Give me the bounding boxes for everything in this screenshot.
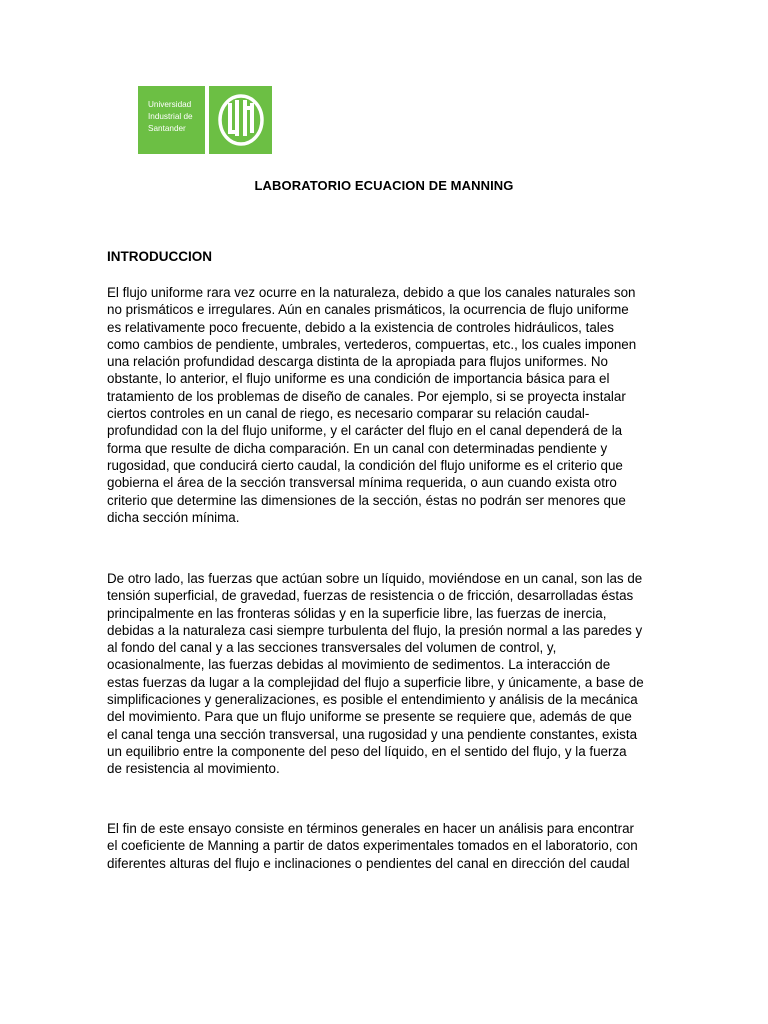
paragraph-line: principalmente en las fronteras sólidas y en la superficie libre, las fuerzas de inercia,	[107, 605, 607, 621]
university-logo	[138, 86, 272, 154]
paragraph-line: profundidad con la del flujo uniforme, y el carácter del flujo en el canal dependerá de la	[107, 423, 623, 439]
paragraph-line: De otro lado, las fuerzas que actúan sobre un líquido, moviéndose en un canal, son las de	[107, 571, 643, 586]
logo-text-line: Industrial de	[148, 112, 193, 121]
paragraph-line: el coeficiente de Manning a partir de datos experimentales tomados en el laboratorio, con	[107, 838, 638, 854]
paragraph-3	[107, 820, 667, 872]
document-title: LABORATORIO ECUACION DE MANNING	[254, 178, 514, 193]
paragraph-line: una relación profundidad descarga distinta de la apropiada para flujos uniformes. No	[107, 354, 608, 370]
logo-text-block	[138, 86, 205, 154]
paragraph-line: como cambios de pendiente, umbrales, vertederos, compuertas, etc., los cuales imponen	[107, 336, 637, 352]
paragraph-line: simplificaciones y generalizaciones, es posible el entendimiento y análisis de la mecánica	[107, 692, 638, 708]
paragraph-line: es relativamente poco frecuente, debido a la existencia de controles hidráulicos, tales	[107, 319, 614, 335]
paragraph-line: dicha sección mínima.	[107, 509, 240, 525]
logo-text-line: Santander	[148, 124, 186, 133]
paragraph-line: del movimiento. Para que un flujo uniforme se presente se requiere que, además de que	[107, 709, 632, 725]
paragraph-line: de resistencia al movimiento.	[107, 761, 280, 777]
paragraph-line: ocasionalmente, las fuerzas debidas al movimiento de sedimentos. La interacción de	[107, 657, 611, 673]
uis-monogram-icon	[209, 86, 272, 154]
paragraph-line: El fin de este ensayo consiste en términos generales en hacer un análisis para encontrar	[107, 821, 635, 836]
paragraph-line: estas fuerzas da lugar a la complejidad del flujo a superficie libre, y únicamente, a base de	[107, 674, 644, 690]
paragraph-1	[107, 284, 667, 526]
paragraph-line: un equilibrio entre la componente del peso del líquido, en el sentido del flujo, y la fuerza	[107, 743, 627, 759]
paragraph-line: criterio que determine las dimensiones de la sección, éstas no podrán ser menores que	[107, 492, 626, 508]
paragraph-line: al fondo del canal y a las secciones transversales del volumen de control, y,	[107, 640, 557, 656]
paragraph-line: diferentes alturas del flujo e inclinaciones o pendientes del canal en dirección del caudal	[107, 855, 630, 871]
paragraph-line: debidas a la naturaleza casi siempre turbulenta del flujo, la presión normal a las paredes y	[107, 622, 643, 638]
paragraph-line: ciertos controles en un canal de riego, es necesario comparar su relación caudal-	[107, 406, 590, 422]
paragraph-line: el canal tenga una sección transversal, una rugosidad y una pendiente constantes, exista	[107, 726, 638, 742]
paragraph-line: tensión superficial, de gravedad, fuerzas de resistencia o de fricción, desarrolladas éstas	[107, 588, 634, 604]
paragraph-line: gobierna el área de la sección transversal mínima requerida, o aun cuando exista otro	[107, 475, 617, 491]
paragraph-line: tratamiento de los problemas de diseño de canales. Por ejemplo, si se proyecta instalar	[107, 388, 626, 404]
paragraph-2	[107, 570, 667, 778]
paragraph-line: forma que resulte de dicha comparación. En un canal con determinadas pendiente y	[107, 440, 608, 456]
paragraph-line: rugosidad, que conducirá cierto caudal, la condición del flujo uniforme es el criterio que	[107, 457, 623, 473]
paragraph-line: obstante, lo anterior, el flujo uniforme es una condición de importancia básica para el	[107, 371, 610, 387]
paragraph-line: no prismáticos e irregulares. Aún en canales prismáticos, la ocurrencia de flujo uniforme	[107, 302, 629, 318]
section-heading: INTRODUCCION	[107, 249, 212, 264]
paragraph-line: El flujo uniforme rara vez ocurre en la naturaleza, debido a que los canales naturales son	[107, 285, 636, 300]
logo-text-line: Universidad	[148, 100, 192, 109]
